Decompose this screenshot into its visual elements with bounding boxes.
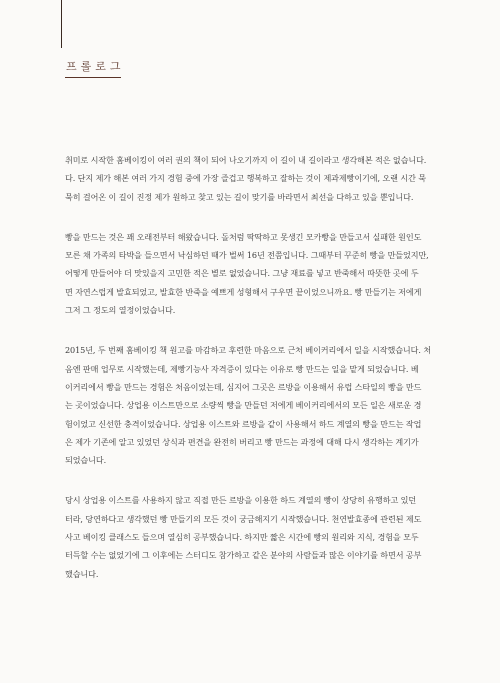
text-line: 모른 채 가족의 타박을 들으면서 낙심하던 때가 벌써 16년 전쯤입니다. 그때부터 꾸준히 빵을 만들었지만,: [65, 250, 429, 261]
paragraph: [65, 341, 437, 469]
text-line: 이커리에서 빵을 만드는 경험은 처음이었는데, 심지어 그곳은 르방을 이용해서 유럽 스타일의 빵을 만드: [65, 381, 422, 392]
text-line: 사고 베이킹 클래스도 들으며 열심히 공부했습니다. 하지만 짧은 시간에 빵의 원리와 지식, 경험을 모두: [65, 532, 419, 543]
text-line: 했습니다.: [65, 568, 99, 579]
text-line: 는 곳이었습니다. 상업용 이스트만으로 소량씩 빵을 만들던 저에게 베이커리에서의 모든 일은 새로운 경: [65, 400, 422, 411]
text-line: 되었습니다.: [65, 455, 107, 466]
text-line: 빵을 만드는 것은 꽤 오래전부터 해왔습니다. 돌처럼 딱딱하고 못생긴 모카빵을 만들고서 실패한 원인도: [65, 231, 422, 242]
paragraph: [65, 151, 437, 206]
chapter-title: 프롤로그: [66, 60, 125, 73]
text-line: 터라, 당연하다고 생각했던 빵 만들기의 모든 것이 궁금해지기 시작했습니다. 천연발효종에 관련된 제도: [65, 513, 422, 524]
text-line: 은 제가 기존에 알고 있었던 상식과 편견을 완전히 버리고 빵 만드는 과정에 대해 다시 생각하는 계기가: [65, 436, 419, 447]
paragraph: [65, 228, 437, 319]
text-line: 취미로 시작한 홈베이킹이 여러 권의 책이 되어 나오기까지 이 길이 내 길이라고 생각해본 적은 없습니다.: [65, 155, 427, 165]
prologue-body: [65, 151, 437, 605]
text-line: 음엔 판매 업무로 시작했는데, 제빵기능사 자격증이 있다는 이유로 빵 만드는 일을 맡게 되었습니다. 베: [65, 363, 419, 374]
text-line: 어떻게 만들어야 더 맛있을지 고민한 적은 별로 없었습니다. 그냥 재료를 넣고 반죽해서 따뜻한 곳에 두: [65, 268, 419, 279]
text-line: 묵히 걸어온 이 길이 진정 제가 원하고 찾고 있는 길이 맞기를 바라면서 최선을 다하고 있을 뿐입니다.: [65, 191, 414, 202]
text-line: 그저 그 정도의 열정이었습니다.: [65, 305, 176, 316]
text-line: 다. 단지 제가 해본 여러 가지 경험 중에 가장 즐겁고 행복하고 잘하는 것이 제과제빵이기에, 오랜 시간 묵: [65, 173, 426, 184]
text-line: 터득할 수는 없었기에 그 이후에는 스터디도 참가하고 같은 분야의 사람들과 많은 이야기를 하면서 공부: [65, 550, 422, 561]
chapter-title-underline: [65, 77, 121, 78]
text-line: 2015년, 두 번째 홈베이킹 책 원고를 마감하고 후련한 마음으로 근처 베이커리에서 일을 시작했습니다. 처: [65, 345, 432, 356]
text-line: 당시 상업용 이스트를 사용하지 않고 직접 만든 르방을 이용한 하드 계열의 빵이 상당히 유행하고 있던: [65, 495, 417, 506]
paragraph: [65, 491, 437, 582]
text-line: 면 자연스럽게 발효되었고, 발효한 반죽을 예쁘게 성형해서 구우면 끝이었으니까요. 빵 만들기는 저에게: [65, 286, 422, 297]
text-line: 험이었고 신선한 충격이었습니다. 상업용 이스트와 르방을 같이 사용해서 하드 계열의 빵을 만드는 작업: [65, 418, 422, 429]
margin-rule: [61, 0, 62, 48]
